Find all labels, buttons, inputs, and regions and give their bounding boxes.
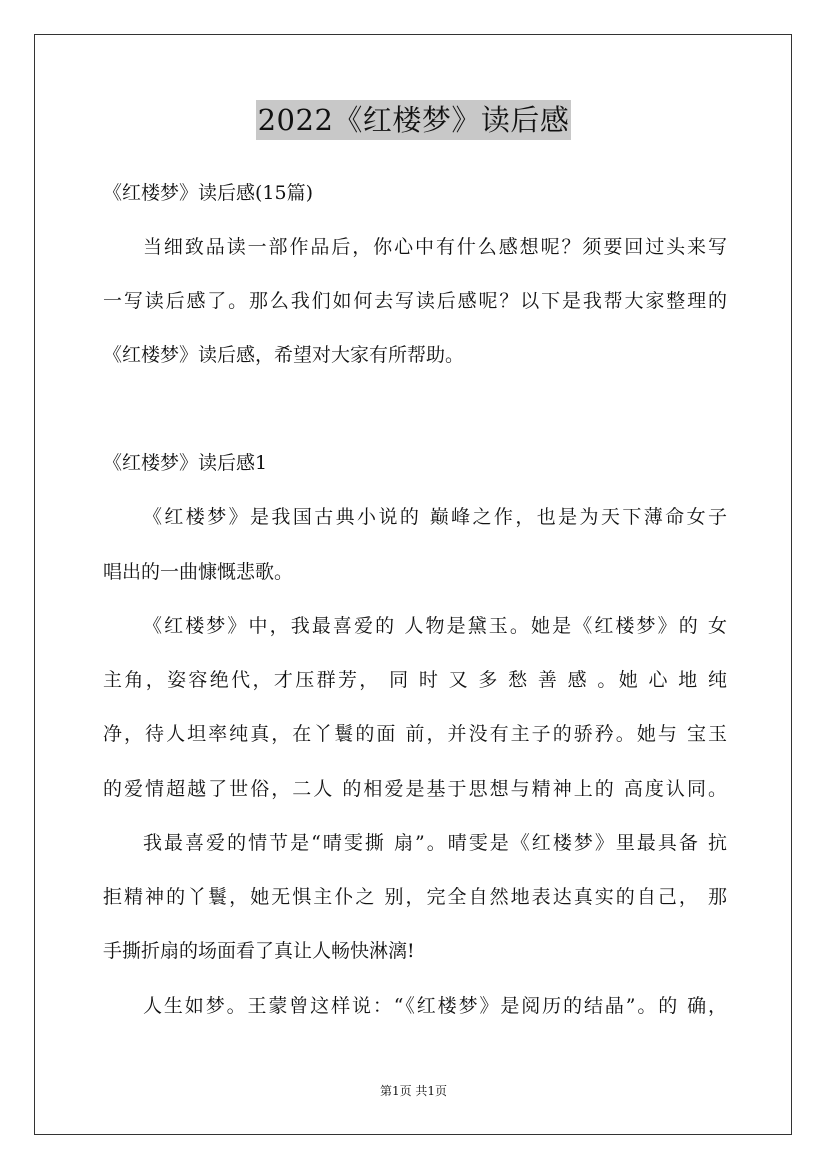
paragraph-line-10: 人生如梦。王蒙曾这样说：“《红楼梦》是阅历的结晶”。的 确， <box>143 995 727 1017</box>
page-number-footer: 第1页 共1页 <box>379 1084 448 1098</box>
paragraph-line-8: 拒精神的丫鬟，她无惧主仆之 别，完全自然地表达真实的自己， 那 <box>103 886 727 908</box>
intro-line-2: 一写读后感了。那么我们如何去写读后感呢？以下是我帮大家整理的 <box>103 290 727 312</box>
section-heading: 《红楼梦》读后感1 <box>103 452 268 474</box>
paragraph-line-7: 我最喜爱的情节是“晴雯撕 扇”。晴雯是《红楼梦》里最具备 抗 <box>143 832 727 854</box>
paragraph-line-3: 《红楼梦》中，我最喜爱的 人物是黛玉。她是《红楼梦》的 女 <box>143 615 727 637</box>
paragraph-line-2: 唱出的一曲慷慨悲歌。 <box>103 561 294 583</box>
paragraph-line-1: 《红楼梦》是我国古典小说的 巅峰之作，也是为天下薄命女子 <box>143 506 727 528</box>
paragraph-line-9: 手撕折扇的场面看了真让人畅快淋漓! <box>103 940 415 962</box>
paragraph-line-6: 的爱情超越了世俗，二人 的相爱是基于思想与精神上的 高度认同。 <box>103 778 727 800</box>
intro-line-3: 《红楼梦》读后感，希望对大家有所帮助。 <box>103 344 465 366</box>
intro-line-1: 当细致品读一部作品后，你心中有什么感想呢？须要回过头来写 <box>143 236 727 258</box>
document-subtitle: 《红楼梦》读后感(15篇) <box>103 182 314 204</box>
paragraph-line-5: 净，待人坦率纯真，在丫鬟的面 前，并没有主子的骄矜。她与 宝玉 <box>103 723 727 745</box>
paragraph-line-4: 主角，姿容绝代，才压群芳， 同 时 又 多 愁 善 感 。她 心 地 纯 <box>103 669 727 691</box>
document-title: 2022《红楼梦》读后感 <box>256 100 572 140</box>
